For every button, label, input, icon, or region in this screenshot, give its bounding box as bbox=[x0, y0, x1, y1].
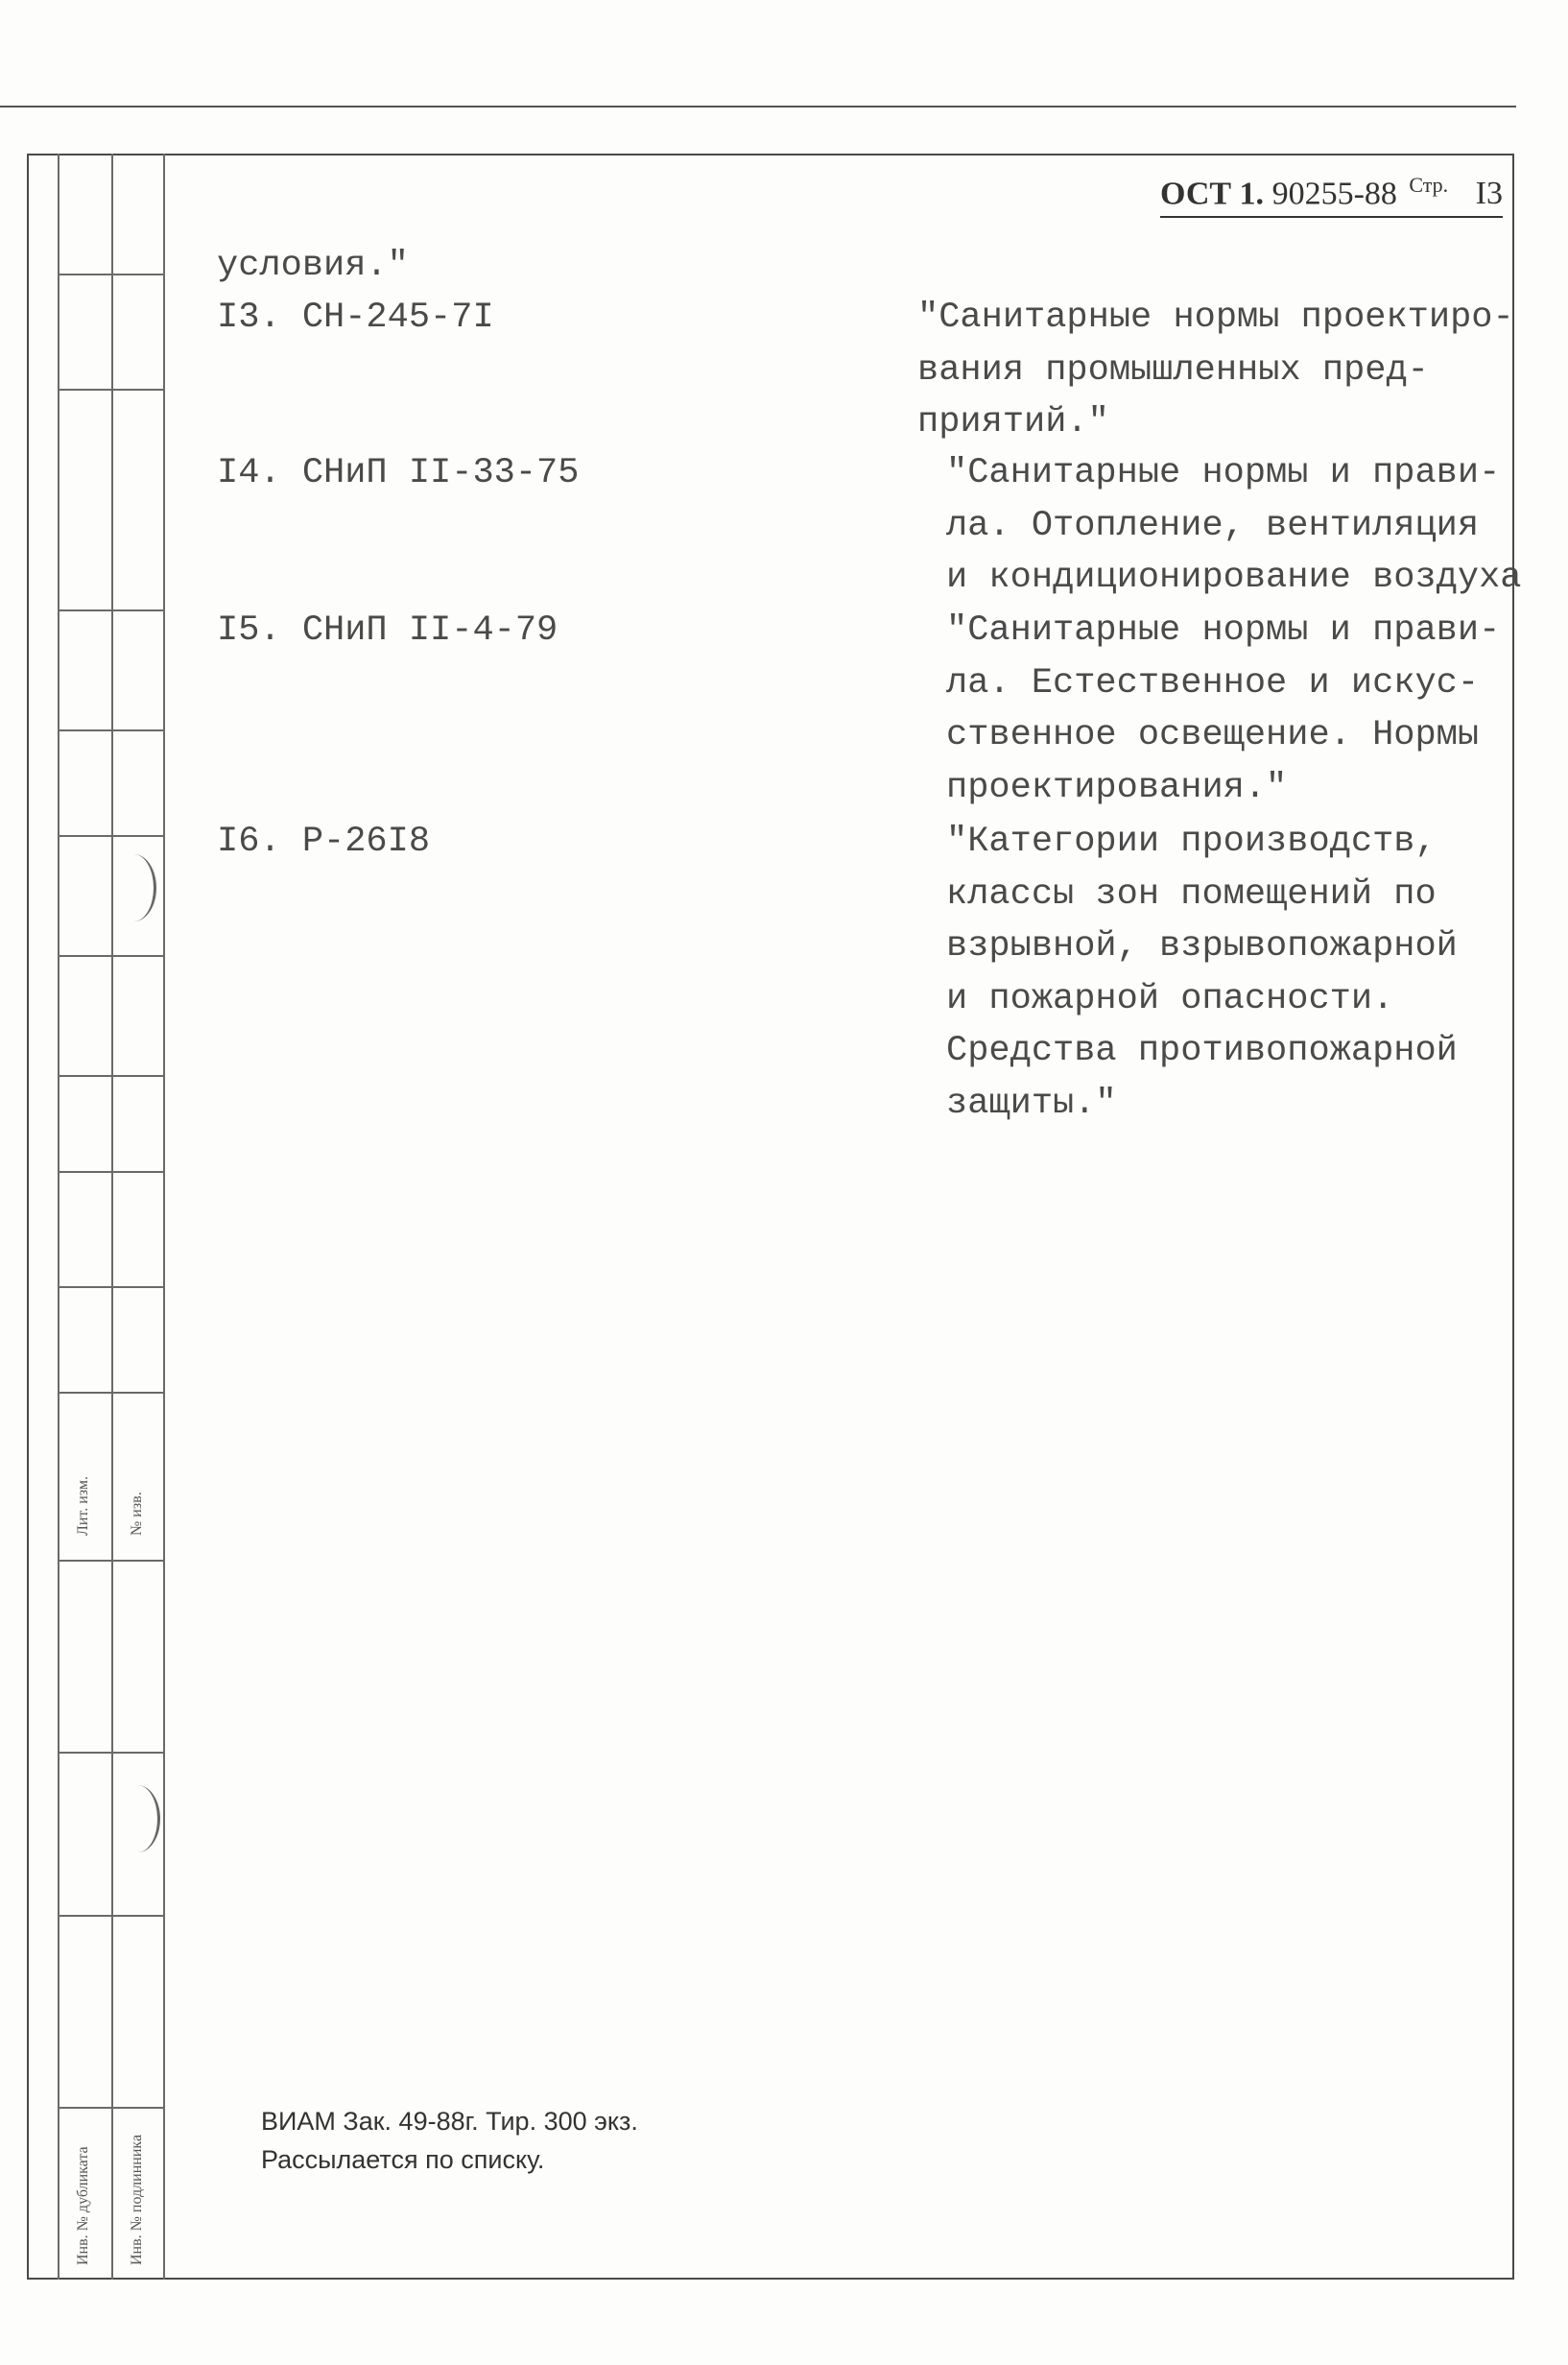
gutter-label-sheet-change: Лит. изм. bbox=[75, 1476, 91, 1536]
gutter-label-duplicate-inv: Инв. № дубликата bbox=[75, 2146, 91, 2265]
reference-description: "Санитарные нормы и прави- ла. Естественное и искус- ственное освещение. Нормы проектирования." bbox=[946, 610, 1501, 808]
gutter-line bbox=[58, 955, 163, 957]
imprint-line: ВИАМ Зак. 49-88г. Тир. 300 экз. bbox=[261, 2107, 638, 2136]
left-gutter-table bbox=[58, 154, 165, 2280]
page-number: I3 bbox=[1475, 176, 1503, 212]
sheet-top-border bbox=[0, 106, 1516, 108]
reference-code: I6. Р-26I8 bbox=[217, 822, 431, 862]
reference-code: I4. СНиП II-33-75 bbox=[217, 453, 580, 493]
gutter-line bbox=[58, 389, 163, 391]
reference-description: "Категории производств, классы зон помещений по взрывной, взрывопожарной и пожарной опасности. Средства противопожарной защиты." bbox=[946, 822, 1458, 1124]
gutter-line bbox=[58, 1915, 163, 1917]
gutter-line bbox=[58, 1560, 163, 1562]
stamp-arc bbox=[115, 1785, 160, 1852]
gutter-line bbox=[58, 609, 163, 611]
reference-code: I5. СНиП II-4-79 bbox=[217, 610, 558, 651]
print-imprint bbox=[261, 2102, 638, 2179]
gutter-line bbox=[58, 274, 163, 275]
page-word: Стр. bbox=[1409, 173, 1449, 197]
gutter-line bbox=[111, 154, 113, 2280]
page-header bbox=[1160, 173, 1503, 218]
gutter-line bbox=[58, 729, 163, 731]
document-number: 90255-88 bbox=[1271, 176, 1397, 212]
gutter-line bbox=[163, 154, 165, 2280]
reference-description: "Санитарные нормы проектиро- вания промышленных пред- приятий." bbox=[917, 298, 1514, 442]
stamp-arc bbox=[111, 854, 156, 921]
reference-description: "Санитарные нормы и прави- ла. Отопление, вентиляция и кондиционирование воздуха bbox=[946, 453, 1522, 598]
gutter-label-original-inv: Инв. № подлинника bbox=[129, 2134, 145, 2265]
gutter-line bbox=[58, 1752, 163, 1754]
document-code: ОСТ 1. bbox=[1159, 176, 1265, 212]
imprint-line: Рассылается по списку. bbox=[261, 2145, 545, 2174]
gutter-line bbox=[58, 1171, 163, 1173]
continued-text: условия." bbox=[217, 246, 409, 286]
gutter-line bbox=[58, 1392, 163, 1394]
gutter-line bbox=[58, 154, 59, 2280]
gutter-line bbox=[58, 835, 163, 837]
gutter-label-notice-number: № изв. bbox=[129, 1492, 145, 1536]
gutter-line bbox=[58, 2107, 163, 2109]
reference-code: I3. СН-245-7I bbox=[217, 298, 494, 338]
gutter-line bbox=[58, 1286, 163, 1288]
gutter-line bbox=[58, 1075, 163, 1077]
